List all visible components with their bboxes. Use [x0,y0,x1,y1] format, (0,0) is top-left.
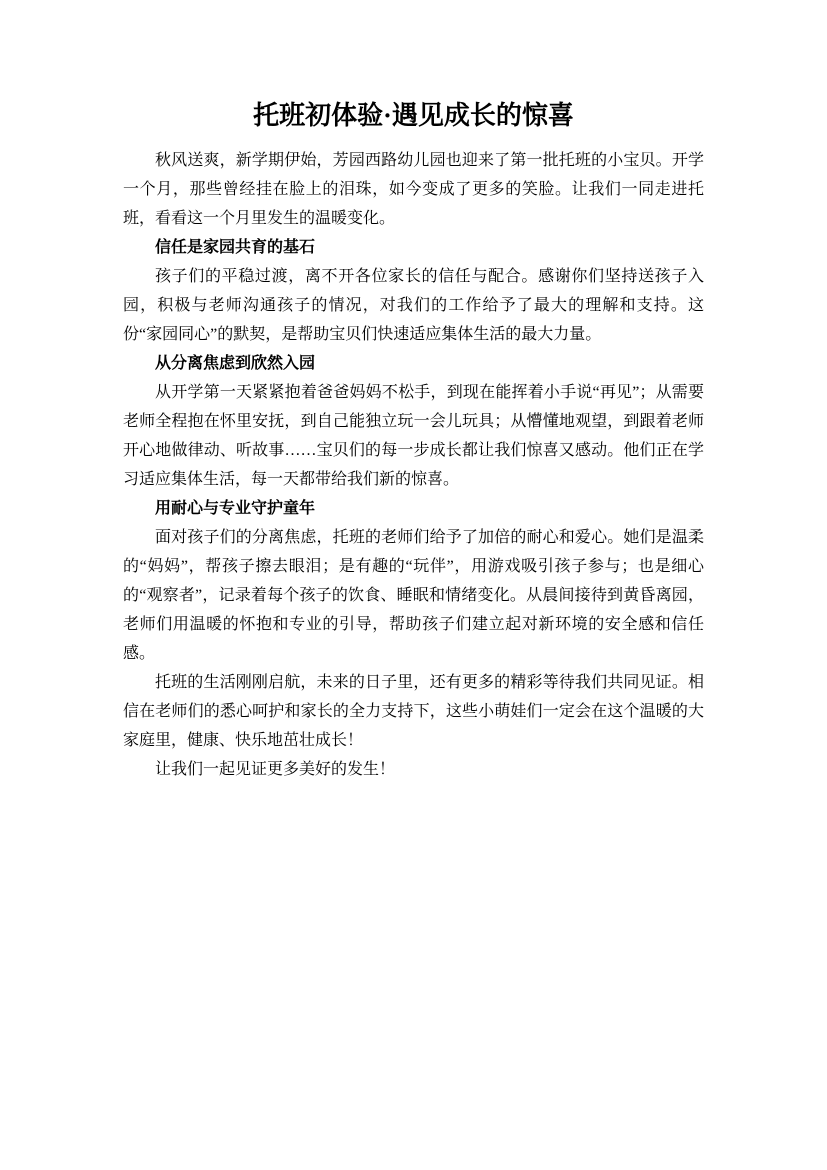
section-paragraph-patience: 面对孩子们的分离焦虑，托班的老师们给予了加倍的耐心和爱心。她们是温柔的“妈妈”，帮孩子擦去眼泪；是有趣的“玩伴”，用游戏吸引孩子参与；也是细心的“观察者”，记录着每个孩子的饮食、睡眠和情绪变化。从晨间接待到黄昏离园，老师们用温暖的怀抱和专业的引导，帮助孩子们建立起对新环境的安全感和信任感。 [123,529,704,662]
section-paragraph-trust: 孩子们的平稳过渡，离不开各位家长的信任与配合。感谢你们坚持送孩子入园，积极与老师沟通孩子的情况，对我们的工作给予了最大的理解和支持。这份“家园同心”的默契，是帮助宝贝们快速适应集体生活的最大力量。 [123,268,704,343]
section-heading-separation-anxiety: 从分离焦虑到欣然入园 [155,355,316,372]
section-heading-trust: 信任是家园共育的基石 [155,239,316,256]
page-title: 托班初体验·遇见成长的惊喜 [253,101,574,130]
closing-paragraph-outlook: 托班的生活刚刚启航，未来的日子里，还有更多的精彩等待我们共同见证。相信在老师们的悉心呵护和家长的全力支持下，这些小萌娃们一定会在这个温暖的大家庭里，健康、快乐地茁壮成长！ [123,674,704,749]
section-heading-patience: 用耐心与专业守护童年 [155,500,316,517]
closing-paragraph-final: 让我们一起见证更多美好的发生！ [155,761,396,778]
section-paragraph-separation-anxiety: 从开学第一天紧紧抱着爸爸妈妈不松手，到现在能挥着小手说“再见”；从需要老师全程抱在怀里安抚，到自己能独立玩一会儿玩具；从懵懂地观望，到跟着老师开心地做律动、听故事……宝贝们的每一步成长都让我们惊喜又感动。他们正在学习适应集体生活，每一天都带给我们新的惊喜。 [123,384,704,488]
intro-paragraph: 秋风送爽，新学期伊始，芳园西路幼儿园也迎来了第一批托班的小宝贝。开学一个月，那些曾经挂在脸上的泪珠，如今变成了更多的笑脸。让我们一同走进托班，看看这一个月里发生的温暖变化。 [123,152,704,227]
